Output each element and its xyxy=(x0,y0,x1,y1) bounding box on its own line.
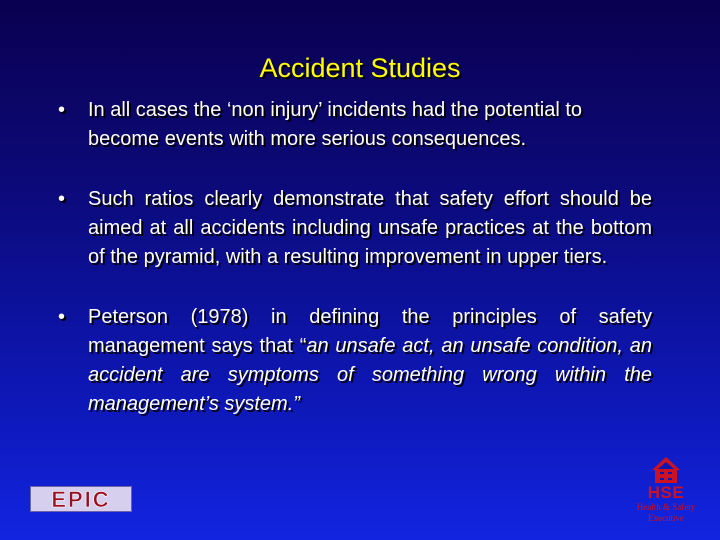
epic-logo xyxy=(30,486,132,512)
hse-logo xyxy=(624,456,708,530)
bullet-text: In all cases the ‘non injury’ incidents had the potential to become events with more serious consequences. xyxy=(88,99,583,150)
bullet-list xyxy=(58,96,652,419)
hse-logo-letters: HSE xyxy=(647,483,685,502)
bullet-dot: • xyxy=(58,99,66,121)
bullet-item xyxy=(58,96,652,154)
bullet-text xyxy=(88,303,652,419)
bullet-item xyxy=(58,303,652,419)
hse-house-icon xyxy=(651,456,681,484)
bullet-lead-text: Peterson (1978) in defining the principles of safety management says that “ xyxy=(88,306,652,357)
bullet-text: Such ratios clearly demonstrate that safety effort should be aimed at all accidents including unsafe practices at the bottom of the pyramid, with a resulting improvement in upper tiers. xyxy=(88,188,652,268)
bullet-dot: • xyxy=(58,306,66,328)
bullet-dot: • xyxy=(58,188,66,210)
slide-title: Accident Studies xyxy=(259,53,461,83)
hse-logo-subtitle-line2: Executive xyxy=(648,513,684,523)
bullet-quote-text: an unsafe act, an unsafe condition, an accident are symptoms of something wrong within the management’s system.” xyxy=(88,335,652,415)
bullet-item xyxy=(58,185,652,272)
epic-logo-text: EPIC xyxy=(51,488,111,510)
epic-logo-mark xyxy=(32,488,130,510)
hse-logo-subtitle-line1: Health & Safety xyxy=(636,502,696,512)
